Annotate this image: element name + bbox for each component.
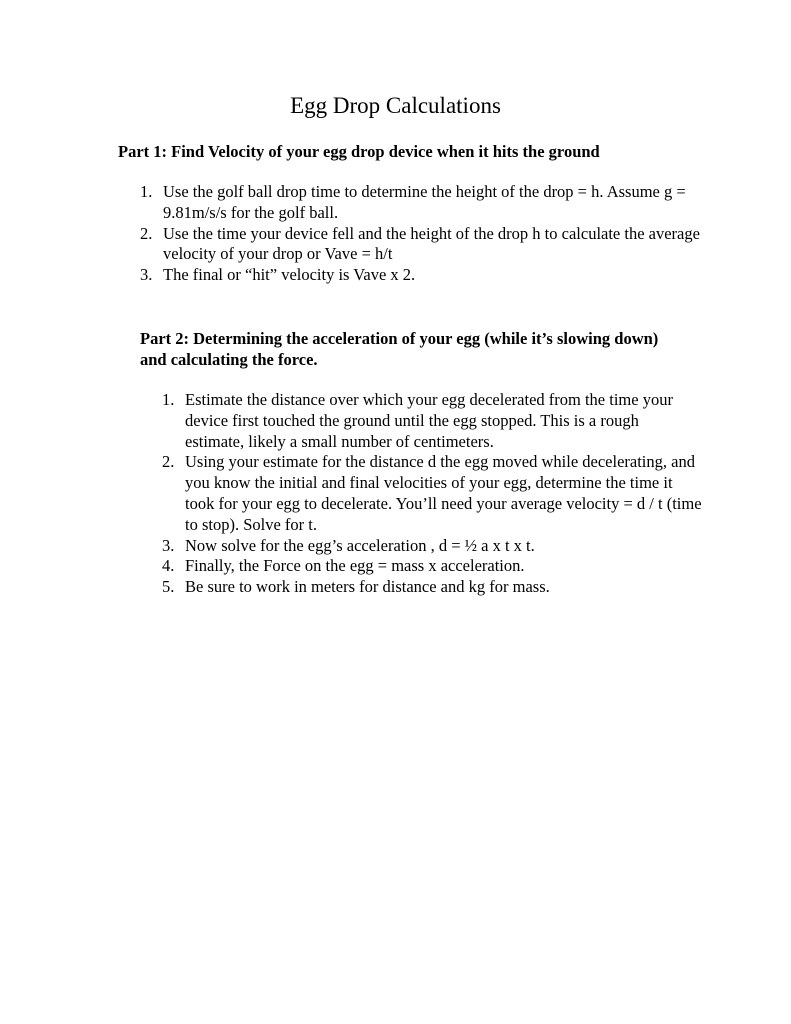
list-item-text: Using your estimate for the distance d the egg moved while decelerating, and you know the initial and final velocities of your egg, determine the time it took for your egg to decelerate. You’ll need your average velocity = d / t (time to stop). Solve for t. [185,452,702,534]
part1-steps-list [140,182,700,286]
list-item-number: 2. [162,452,175,472]
part2-steps-list [162,390,702,598]
part2-heading: Part 2: Determining the acceleration of your egg (while it’s slowing down) and calculating the force. [140,329,659,369]
list-item-number: 3. [140,265,153,285]
document-title: Egg Drop Calculations [290,93,501,118]
list-item-text: The final or “hit” velocity is Vave x 2. [163,265,416,285]
list-item-text: Use the golf ball drop time to determine the height of the drop = h. Assume g = 9.81m/s/s for the golf ball. [163,182,686,222]
list-item-text: Use the time your device fell and the height of the drop h to calculate the average velocity of your drop or Vave = h/t [163,223,700,264]
list-item-number: 1. [140,182,153,201]
list-item-number: 3. [162,535,175,555]
list-item-text: Estimate the distance over which your egg decelerated from the time your device first touched the ground until the egg stopped. This is a rough estimate, likely a small number of centimeters. [185,390,673,451]
list-item [140,224,700,266]
list-item-number: 1. [162,390,175,409]
list-item [162,556,702,577]
list-item-number: 4. [162,556,175,576]
list-item-text: Finally, the Force on the egg = mass x acceleration. [185,556,525,576]
list-item-number: 2. [140,223,153,243]
part1-heading: Part 1: Find Velocity of your egg drop device when it hits the ground [118,142,600,161]
list-item-text: Be sure to work in meters for distance and kg for mass. [185,577,550,597]
list-item-text: Now solve for the egg’s acceleration , d = ½ a x t x t. [185,535,535,555]
list-item [140,182,700,224]
list-item [162,536,702,557]
list-item-number: 5. [162,577,175,597]
list-item [162,452,702,535]
list-item [140,265,700,286]
list-item [162,390,702,452]
list-item [162,577,702,598]
